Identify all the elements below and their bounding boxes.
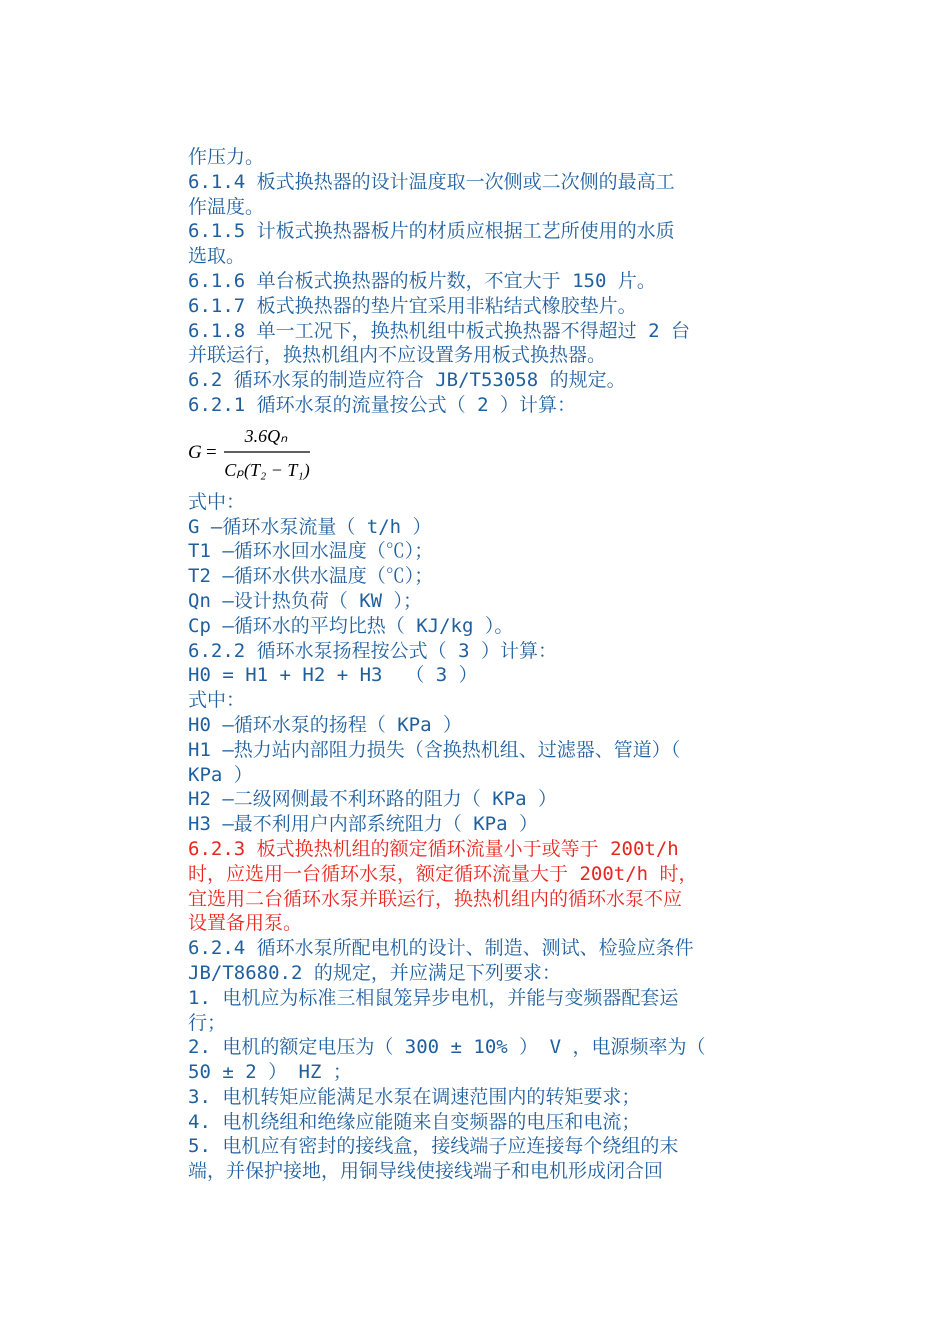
text-line: 式中：	[188, 490, 246, 513]
text-line: 4. 电机绕组和绝缘应能随来自变频器的电压和电流；	[188, 1110, 641, 1133]
text-line: 宜选用二台循环水泵并联运行，换热机组内的循环水泵不应	[188, 887, 683, 910]
text-line: 并联运行，换热机组内不应设置务用板式换热器。	[188, 344, 607, 367]
text-line: 1. 电机应为标准三相鼠笼异步电机，并能与变频器配套运	[188, 986, 679, 1009]
document-page	[188, 145, 768, 1184]
text-line: JB/T8680.2 的规定，并应满足下列要求：	[188, 961, 561, 984]
text-line: T2 —循环水供水温度（℃）；	[188, 565, 434, 588]
text-line: 6.2.1 循环水泵的流量按公式（ 2 ）计算：	[188, 393, 576, 416]
formula-graphic	[188, 420, 448, 490]
text-line: 6.2.4 循环水泵所配电机的设计、制造、测试、检验应条件	[188, 937, 694, 960]
text-line: 3. 电机转矩应能满足水泵在调速范围内的转矩要求；	[188, 1085, 641, 1108]
text-line: 6.2.2 循环水泵扬程按公式（ 3 ）计算：	[188, 639, 557, 662]
text-line: KPa ）	[188, 763, 253, 786]
text-line: 6.1.4 板式换热器的设计温度取一次侧或二次侧的最高工	[188, 170, 675, 193]
formula-denominator: Cₚ(T₂ − T₁)	[224, 459, 310, 480]
text-line: H2 —二级网侧最不利环路的阻力（ KPa ）	[188, 788, 557, 811]
text-line: 2. 电机的额定电压为（ 300 ± 10% ） V ，电源频率为（	[188, 1036, 706, 1059]
text-line: 作温度。	[188, 195, 265, 218]
text-line: 6.1.6 单台板式换热器的板片数，不宜大于 150 片。	[188, 269, 656, 292]
text-line: H0 = H1 + H2 + H3 （ 3 ）	[188, 664, 478, 687]
text-line: 作压力。	[188, 146, 265, 168]
text-line: H1 —热力站内部阻力损失（含换热机组、过滤器、管道）（	[188, 738, 681, 761]
text-block-6-2-3-highlighted	[188, 837, 768, 936]
text-line: 行；	[188, 1011, 227, 1034]
text-line: T1 —循环水回水温度（℃）；	[188, 540, 434, 563]
text-line: 5. 电机应有密封的接线盒，接线端子应连接每个绕组的末	[188, 1135, 679, 1158]
text-block-definitions	[188, 490, 768, 837]
text-line: 50 ± 2 ） HZ ；	[188, 1061, 352, 1084]
text-line: 设置备用泵。	[188, 912, 303, 935]
formula-equals: =	[206, 441, 217, 463]
text-line: 6.1.7 板式换热器的垫片宜采用非粘结式橡胶垫片。	[188, 294, 637, 317]
text-line: 选取。	[188, 245, 246, 268]
flow-formula	[188, 420, 768, 490]
text-line: 时，应选用一台循环水泵，额定循环流量大于 200t/h 时，	[188, 862, 698, 885]
text-line: 端，并保护接地，用铜导线使接线端子和电机形成闭合回	[188, 1160, 664, 1183]
text-line: Cp —循环水的平均比热（ KJ/kg ）。	[188, 614, 514, 637]
text-line: 6.2.3 板式换热机组的额定循环流量小于或等于 200t/h	[188, 837, 679, 860]
text-line: 6.1.8 单一工况下，换热机组中板式换热器不得超过 2 台	[188, 319, 690, 342]
text-line: 式中：	[188, 689, 246, 712]
text-line: G —循环水泵流量（ t/h ）	[188, 515, 432, 538]
text-line: Qn —设计热负荷（ KW ）；	[188, 589, 423, 612]
text-line: H3 —最不利用户内部系统阻力（ KPa ）	[188, 813, 538, 836]
text-line: H0 —循环水泵的扬程（ KPa ）	[188, 713, 462, 736]
text-block-6-2-4	[188, 936, 768, 1184]
text-block-6-1	[188, 145, 768, 418]
text-line: 6.1.5 计板式换热器板片的材质应根据工艺所使用的水质	[188, 220, 675, 243]
formula-lhs: G	[188, 441, 202, 463]
formula-numerator: 3.6Qₙ	[244, 425, 288, 446]
text-line: 6.2 循环水泵的制造应符合 JB/T53058 的规定。	[188, 369, 626, 392]
